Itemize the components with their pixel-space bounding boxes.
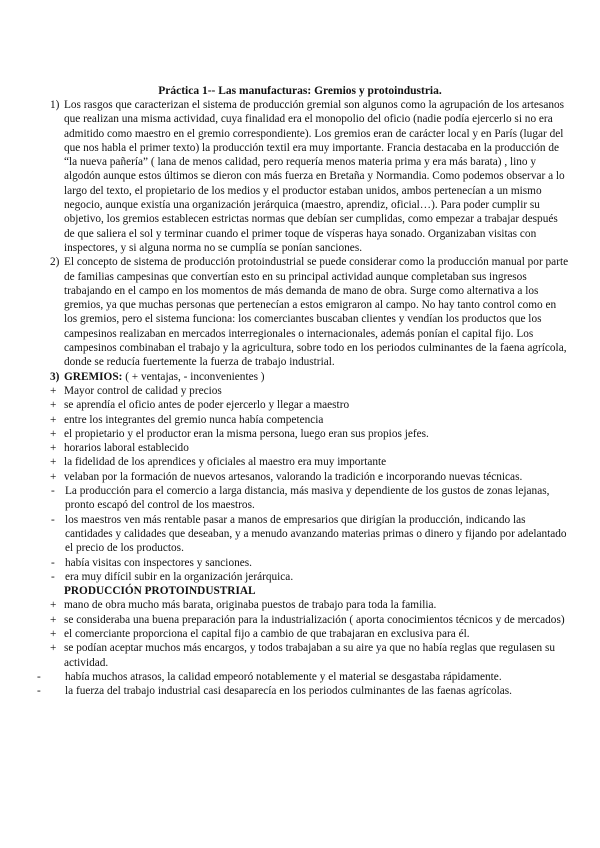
gremios-disadvantage-item [50, 570, 570, 584]
answer-2-text: El concepto de sistema de producción protoindustrial se puede considerar como la producción manual por parte de familias campesinas que convertían esto en su principal actividad aunque completaban sus ingresos trabajando en el campo en los momentos de más demanda de mano de obra. Surge como alternativa a los gremios, ya que muchas personas que pertenecían a estos emigraron al campo. No hay tanto control como en los gremios, pero el sistema funciona: los comerciantes buscaban clientes y vendían los productos que los campesinos realizaban en mercados interregionales o internacionales, además ponían el capital fijo. Los campesinos combinaban el trabajo y la agricultura, sobre todo en los periodos culminantes de la faena agrícola, donde se reducía fuertemente la fuerza de trabajo industrial. [64, 256, 569, 369]
gremios-advantage-item-bullet: + [50, 470, 57, 483]
proto-disadvantage-item-bullet: - [37, 670, 41, 683]
proto-disadvantage-item-text: la fuerza del trabajo industrial casi desaparecía en los periodos culminantes de las faenas agrícolas. [65, 685, 512, 698]
gremios-disadvantages-list [50, 484, 570, 584]
answer-3-number: 3) [50, 370, 60, 383]
gremios-heading: GREMIOS: [64, 370, 123, 383]
gremios-advantage-item [50, 427, 570, 441]
gremios-advantage-item-text: se aprendía el oficio antes de poder ejercerlo y llegar a maestro [64, 399, 350, 412]
gremios-advantage-item-bullet: + [50, 384, 57, 397]
legend-note: ( + ventajas, - inconvenientes ) [122, 370, 265, 383]
proto-disadvantage-item [37, 670, 570, 684]
gremios-disadvantage-item-text: los maestros ven más rentable pasar a manos de empresarios que dirigían la producción, indicando las cantidades y calidades que deseaban, y a menudo avanzando materias primas o dinero y fijando por adelantado el precio de los productos. [65, 513, 567, 555]
proto-disadvantages-list [37, 670, 570, 699]
gremios-disadvantage-item-bullet: - [51, 485, 55, 498]
answer-3-header [50, 370, 570, 384]
gremios-advantage-item [50, 398, 570, 412]
proto-advantage-item [50, 598, 570, 612]
proto-disadvantage-item-bullet: - [37, 685, 41, 698]
gremios-advantage-item-text: entre los integrantes del gremio nunca había competencia [64, 413, 324, 426]
gremios-advantage-item [50, 441, 570, 455]
gremios-advantage-item [50, 470, 570, 484]
gremios-advantage-item [50, 455, 570, 469]
proto-advantage-item [50, 613, 570, 627]
proto-advantage-item-bullet: + [50, 642, 57, 655]
proto-advantage-item [50, 627, 570, 641]
answer-1-text: Los rasgos que caracterizan el sistema de producción gremial son algunos como la agrupación de los artesanos que realizan una misma actividad, cuya finalidad era el monopolio del oficio (nadie podía ejercerlo si no era admitido como maestro en el gremio correspondiente). Los gremios eran de carácter local y en París (lugar del que nos habla el primer texto) la producción textil era muy importante. Francia destacaba en la producción de “la nueva pañería” ( lana de menos calidad, pero requería menos materia prima y era más barata) , lino y algodón aunque estos últimos se dieron con más fuerza en Bretaña y Normandia. Como podemos observar a lo largo del texto, el propietario de los medios y el productor estaban unidos, ambos pertenecían a un mismo negocio, aunque existía una organización jerárquica (maestro, aprendiz, oficial…). Para poder cumplir su objetivo, los gremios establecen estrictas normas que debían ser cumplidas, como empezar a trabajar después de que saliera el sol y terminar cuando el primer toque de vísperas haya sonado. Organizaban visitas con inspectores, y si alguna norma no se cumplía se ponían sanciones. [64, 99, 565, 254]
gremios-disadvantage-item [50, 556, 570, 570]
proto-advantage-item-bullet: + [50, 627, 57, 640]
gremios-disadvantage-item [50, 484, 570, 513]
gremios-disadvantage-item-text: era muy difícil subir en la organización jerárquica. [65, 570, 294, 583]
proto-advantage-item-bullet: + [50, 613, 57, 626]
gremios-disadvantage-item-text: había visitas con inspectores y sanciones. [65, 556, 252, 569]
proto-advantage-item-text: mano de obra mucho más barata, originaba puestos de trabajo para toda la familia. [64, 599, 437, 612]
gremios-advantage-item-bullet: + [50, 442, 57, 455]
gremios-disadvantage-item [50, 513, 570, 556]
gremios-advantages-list [50, 384, 570, 484]
proto-disadvantage-item [37, 684, 570, 698]
answer-2-number: 2) [50, 256, 60, 269]
proto-advantage-item-text: el comerciante proporciona el capital fijo a cambio de que trabajaran en exclusiva para él. [64, 627, 470, 640]
answer-1-number: 1) [50, 99, 60, 111]
gremios-advantage-item-text: Mayor control de calidad y precios [64, 384, 222, 397]
page-title: Práctica 1-- Las manufacturas: Gremios y protoindustria. [158, 85, 442, 97]
gremios-disadvantage-item-bullet: - [51, 513, 55, 526]
gremios-advantage-item-bullet: + [50, 427, 57, 440]
gremios-advantage-item-bullet: + [50, 399, 57, 412]
gremios-disadvantage-item-bullet: - [51, 556, 55, 569]
answer-2 [50, 255, 570, 369]
gremios-advantage-item-bullet: + [50, 456, 57, 469]
gremios-advantage-item [50, 413, 570, 427]
document-body [37, 98, 570, 698]
gremios-advantage-item-text: velaban por la formación de nuevos artesanos, valorando la tradición e incorporando nuevas técnicas. [64, 470, 523, 483]
gremios-advantage-item [50, 384, 570, 398]
proto-advantages-list [50, 598, 570, 669]
gremios-advantage-item-text: horarios laboral establecido [64, 442, 189, 455]
answer-1 [50, 98, 570, 255]
gremios-advantage-item-bullet: + [50, 413, 57, 426]
gremios-advantage-item-text: la fidelidad de los aprendices y oficiales al maestro era muy importante [64, 456, 387, 469]
gremios-advantage-item-text: el propietario y el productor eran la misma persona, luego eran sus propios jefes. [64, 427, 429, 440]
proto-advantage-item-text: se consideraba una buena preparación para la industrialización ( aporta conocimientos técnicos y de mercados) [64, 613, 565, 626]
proto-heading: PRODUCCIÓN PROTOINDUSTRIAL [64, 585, 256, 598]
proto-advantage-item [50, 641, 570, 670]
gremios-disadvantage-item-bullet: - [51, 570, 55, 583]
gremios-disadvantage-item-text: La producción para el comercio a larga distancia, más masiva y dependiente de los gustos de zonas lejanas, pronto escapó del control de los maestros. [65, 485, 550, 512]
proto-advantage-item-text: se podían aceptar muchos más encargos, y todos trabajaban a su aire ya que no había reglas que regulasen su actividad. [64, 642, 556, 669]
proto-disadvantage-item-text: había muchos atrasos, la calidad empeoró notablemente y el material se desgastaba rápidamente. [65, 670, 502, 683]
proto-advantage-item-bullet: + [50, 599, 57, 612]
